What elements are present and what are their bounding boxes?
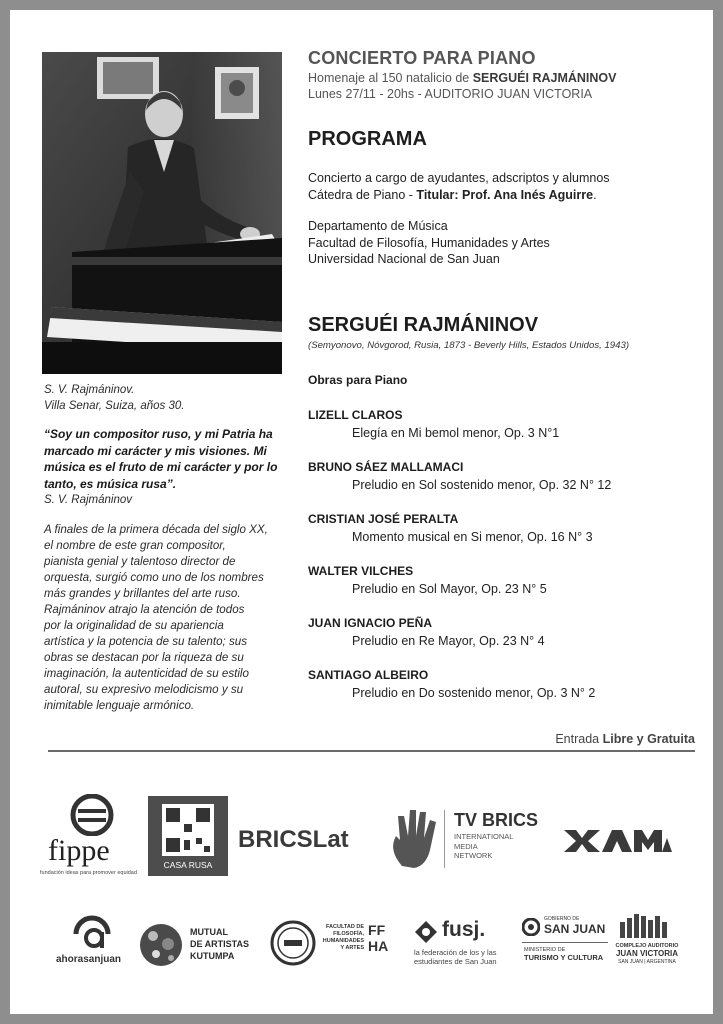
tvbrics-divider [444,810,445,868]
mutual-artistas-logo [138,920,268,970]
photo-caption [44,382,184,414]
auditorio-line: SAN JUAN | ARGENTINA [618,959,676,965]
tvbrics-line: INTERNATIONAL [454,832,514,841]
bio-line: más grandes y brillantes del arte ruso. [44,587,241,600]
programa-heading: PROGRAMA [308,128,427,150]
performance-item [308,564,708,616]
quote-line: marcado mi carácter y mis visiones. Mi [44,443,267,458]
fusj-logo [414,918,510,970]
rachmaninoff-photo [42,52,282,374]
gobierno-sanjuan-logo [522,914,608,970]
fippe-logo [40,794,140,880]
performance-item [308,408,708,460]
work-title: Preludio en Sol sostenido menor, Op. 32 N° 12 [352,478,612,492]
fippe-name: fippe [48,834,110,867]
performance-item [308,460,708,512]
works-heading: Obras para Piano [308,373,408,387]
bio-paragraph [44,522,296,714]
ahora-mark-icon [70,912,114,952]
programa-line: Concierto a cargo de ayudantes, adscriptos y alumnos [308,171,610,185]
xama-logo [562,824,672,854]
entrada-libre [555,732,695,746]
ffha-line: FILOSOFÍA, [333,931,364,937]
fippe-mark-icon [62,794,122,836]
ffha-logo [320,922,416,966]
ffha-line: HUMANIDADES [322,938,364,944]
bio-line: por la originalidad de su apariencia [44,619,224,632]
mutual-line: KUTUMPA [190,951,235,961]
titular-text: Titular: Prof. Ana Inés Aguirre [416,187,594,202]
handprint-icon [384,806,446,868]
sanjuan-divider [522,942,608,943]
bio-line: artística y la potencia de su talento; sus [44,635,248,648]
quote-author: S. V. Rajmáninov [44,494,132,506]
caption-line: Villa Senar, Suiza, años 30. [44,400,185,412]
period: . [593,187,597,202]
subtitle-name: SERGUÉI RAJMÁNINOV [472,71,617,85]
bio-line: inimitable lenguaje armónico. [44,699,195,712]
dept-line: Facultad de Filosofía, Humanidades y Artes [308,235,550,250]
subtitle [308,71,708,85]
bricslat-logo: BRICSLat [238,826,349,853]
composer-name: SERGUÉI RAJMÁNINOV [308,314,539,336]
performance-list [308,408,708,720]
performer-name: BRUNO SÁEZ MALLAMACI [308,460,464,474]
ffha-mark [368,922,404,954]
sun-icon [522,918,540,936]
work-title: Preludio en Re Mayor, Op. 23 N° 4 [352,634,545,648]
xama-mark-icon [562,824,672,854]
performance-item [308,616,708,668]
date-line: Lunes 27/11 - 20hs - AUDITORIO JUAN VICTORIA [308,87,593,101]
fusj-line: estudiantes de San Juan [414,957,497,966]
casa-rusa-label: CASA RUSA [163,860,213,870]
ffha-letter: F [376,922,386,938]
tvbrics-tagline [454,832,513,861]
concert-title: CONCIERTO PARA PIANO [308,48,536,68]
ahora-sanjuan-logo [56,912,132,970]
dept-line: Universidad Nacional de San Juan [308,252,500,266]
ffha-letter: A [378,938,389,954]
auditorio-text [612,942,682,966]
performer-name: CRISTIAN JOSÉ PERALTA [308,512,459,526]
quote-line: tanto, es música rusa”. [44,476,177,491]
tvbrics-logo [384,806,554,872]
fusj-line: la federación de los y las [414,948,497,957]
composer-dates: (Semyonovo, Nóvgorod, Rusia, 1873 - Beverly Hills, Estados Unidos, 1943) [308,340,630,351]
mutual-line: MUTUAL [190,927,228,937]
ffha-letter: H [368,938,379,954]
sanjuan-name: SAN JUAN [544,922,606,936]
poster-sheet [10,10,713,1014]
tvbrics-line: NETWORK [454,851,493,860]
auditorio-line: COMPLEJO AUDITORIO [615,943,679,949]
catedra-text: Cátedra de Piano - [308,187,417,202]
programa-line-2 [308,187,708,204]
bio-line: el nombre de este gran compositor, [44,539,226,552]
subtitle-prefix: Homenaje al 150 natalicio de [308,71,470,85]
caption-line: S. V. Rajmáninov. [44,384,135,396]
dept-line: Departamento de Música [308,219,448,233]
fusj-mark-icon [414,920,438,944]
performer-name: WALTER VILCHES [308,564,414,578]
ministerio-text [524,946,603,962]
bio-line: A finales de la primera década del siglo XX, [44,523,268,536]
performance-item [308,512,708,564]
ffha-line: FACULTAD DE [326,924,364,930]
mutual-line: DE ARTISTAS [190,939,250,949]
unsj-seal-icon [270,920,316,966]
bio-line: imaginación, la autenticidad de su estilo [44,667,249,680]
unsj-seal [270,920,316,966]
programa-text [308,170,708,268]
performer-name: LIZELL CLAROS [308,408,403,422]
auditorio-line: JUAN VICTORIA [615,949,679,958]
ministerio-line: TURISMO Y CULTURA [524,953,604,962]
fusj-name: fusj. [442,918,486,941]
performer-name: SANTIAGO ALBEIRO [308,668,429,682]
entrada-prefix: Entrada [555,732,603,746]
work-title: Momento musical en Si menor, Op. 16 N° 3 [352,530,593,544]
bio-line: Rajmáninov atrajo la atención de todos [44,603,245,616]
performance-item [308,668,708,720]
work-title: Preludio en Sol Mayor, Op. 23 N° 5 [352,582,547,596]
entrada-bold: Libre y Gratuita [602,732,695,746]
quote-line: “Soy un compositor ruso, y mi Patria ha [44,427,273,441]
ahora-name: ahorasanjuan [56,954,122,965]
tvbrics-line: MEDIA [454,841,478,851]
bio-line: orquesta, surgió como uno de los nombres [44,571,264,584]
bio-line: pianista genial y talentoso director de [44,555,236,568]
quote-line: música es el fruto de mi carácter y por lo [44,460,278,474]
photo-illustration [42,52,282,374]
bio-line: autoral, su expresivo melodicismo y su [44,683,244,696]
tvbrics-name: TV BRICS [454,810,539,830]
gobierno-top: GOBIERNO DE [544,916,580,922]
mutual-mark-icon [138,922,184,968]
ministerio-line: MINISTERIO DE [524,947,566,953]
performer-name: JUAN IGNACIO PEÑA [308,616,433,630]
fippe-tagline: fundación ideas para promover equidad [40,870,137,876]
casa-rusa-logo [148,796,228,876]
ffha-line: Y ARTES [340,945,364,951]
auditorio-mark-icon [618,912,674,938]
work-title: Elegía en Mi bemol menor, Op. 3 N°1 [352,426,560,440]
ffha-text [320,924,364,952]
auditorio-logo [612,912,682,972]
mutual-text [190,926,249,962]
header [308,48,708,101]
fusj-tagline [414,948,497,966]
bio-line: obras se destacan por la riqueza de su [44,651,244,664]
divider [48,750,695,752]
quote-block [44,426,294,508]
ffha-letter: F [368,922,377,938]
work-title: Preludio en Do sostenido menor, Op. 3 N° 2 [352,686,596,700]
